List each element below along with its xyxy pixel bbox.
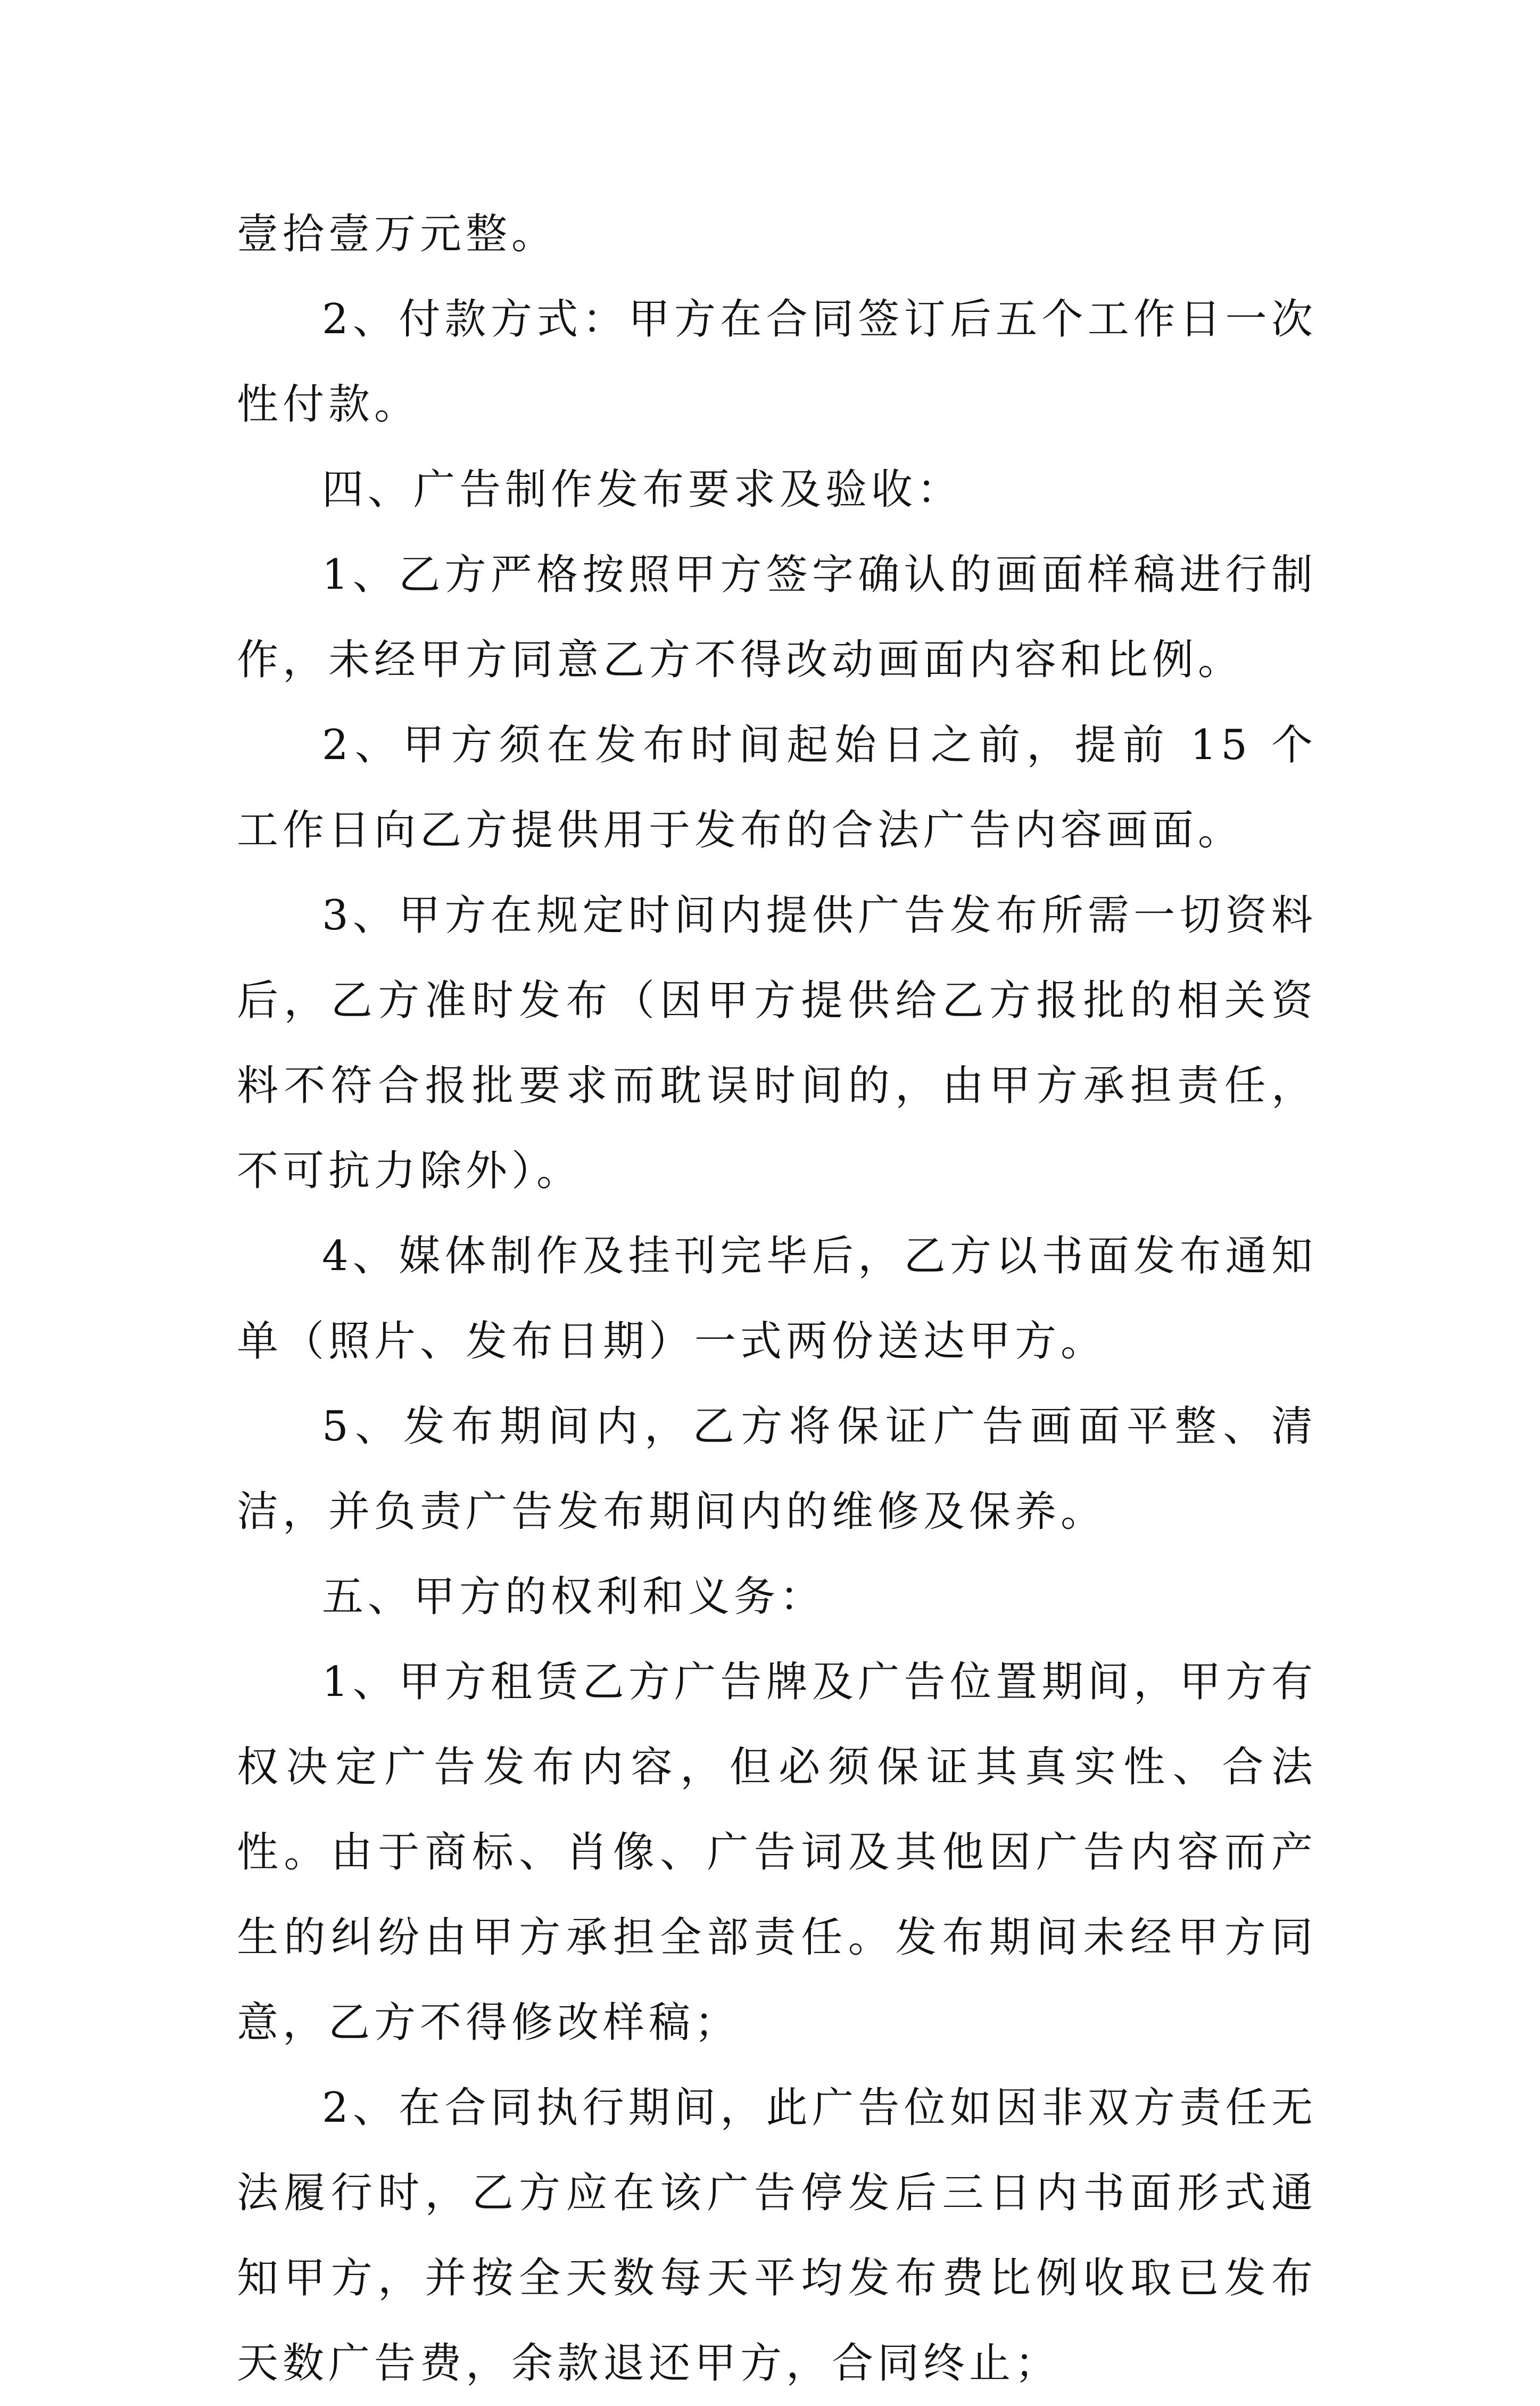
paragraph-payment-method: 2、付款方式：甲方在合同签订后五个工作日一次性付款。 <box>237 295 1317 429</box>
section-heading-party-a-rights: 五、甲方的权利和义务： <box>322 1573 826 1621</box>
section-heading-production-requirements: 四、广告制作发布要求及验收： <box>322 466 963 514</box>
paragraph-party-a-right-2: 2、在合同执行期间，此广告位如因非双方责任无法履行时，乙方应在该广告停发后三日内书面形式通知甲方，并按全天数每天平均发布费比例收取已发布天数广告费，余款退还甲方，合同终止； <box>237 2084 1317 2387</box>
paragraph-requirement-2: 2、甲方须在发布时间起始日之前，提前 15 个工作日向乙方提供用于发布的合法广告内容画面。 <box>237 721 1317 854</box>
paragraph-party-a-right-1: 1、甲方租赁乙方广告牌及广告位置期间，甲方有权决定广告发布内容，但必须保证其真实性、合法性。由于商标、肖像、广告词及其他因广告内容而产生的纠纷由甲方承担全部责任。发布期间未经甲方同意，乙方不得修改样稿； <box>237 1658 1317 2047</box>
paragraph-requirement-5: 5、发布期间内，乙方将保证广告画面平整、清洁，并负责广告发布期间内的维修及保养。 <box>237 1403 1317 1536</box>
paragraph-amount-continued: 壹拾壹万元整。 <box>237 210 558 258</box>
document-page <box>237 192 1317 2406</box>
paragraph-requirement-4: 4、媒体制作及挂刊完毕后，乙方以书面发布通知单（照片、发布日期）一式两份送达甲方。 <box>237 1232 1317 1365</box>
paragraph-requirement-1: 1、乙方严格按照甲方签字确认的画面样稿进行制作，未经甲方同意乙方不得改动画面内容和比例。 <box>237 551 1317 684</box>
paragraph-requirement-3: 3、甲方在规定时间内提供广告发布所需一切资料后，乙方准时发布（因甲方提供给乙方报批的相关资料不符合报批要求而耽误时间的，由甲方承担责任，不可抗力除外）。 <box>237 892 1317 1195</box>
